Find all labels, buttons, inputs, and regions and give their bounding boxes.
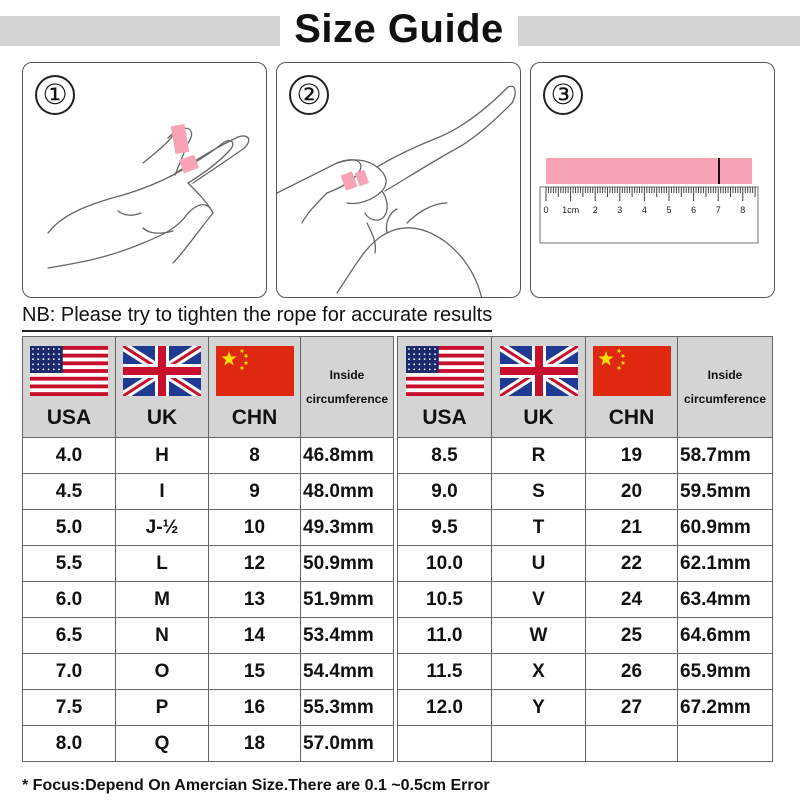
size-row — [398, 690, 773, 726]
step-number-1: ① — [35, 75, 75, 115]
uk-cell: X — [492, 654, 586, 690]
ruler-label: 1cm — [562, 205, 580, 215]
chn-cell: 26 — [586, 654, 678, 690]
circumference-cell: 55.3mm — [301, 690, 394, 726]
circumference-cell: 54.4mm — [301, 654, 394, 690]
chn-cell: 12 — [209, 546, 301, 582]
size-row — [23, 726, 394, 762]
size-row — [398, 546, 773, 582]
chn-cell: 16 — [209, 690, 301, 726]
chn-cell: 9 — [209, 474, 301, 510]
footer-note: * Focus:Depend On Amercian Size.There are 0.1 ~0.5cm Error — [22, 777, 490, 794]
size-row — [398, 726, 773, 762]
uk-header: UK — [116, 399, 209, 438]
step-3-panel — [530, 62, 775, 298]
size-table-right — [397, 336, 773, 762]
usa-cell: 4.0 — [23, 438, 116, 474]
usa-cell: 10.0 — [398, 546, 492, 582]
circumference-cell: 65.9mm — [678, 654, 773, 690]
usa-cell: 11.5 — [398, 654, 492, 690]
circumference-cell — [678, 726, 773, 762]
uk-cell: M — [116, 582, 209, 618]
usa-cell: 9.0 — [398, 474, 492, 510]
us-flag-cell — [398, 337, 492, 400]
step-number-2: ② — [289, 75, 329, 115]
us-flag-cell — [23, 337, 116, 400]
inside-header-line2: circumference — [683, 392, 767, 406]
size-table-left — [22, 336, 394, 762]
size-row — [23, 474, 394, 510]
ruler-label: 2 — [592, 205, 598, 215]
circumference-cell: 58.7mm — [678, 438, 773, 474]
uk-cell: P — [116, 690, 209, 726]
uk-cell: V — [492, 582, 586, 618]
size-row — [398, 654, 773, 690]
circumference-cell: 57.0mm — [301, 726, 394, 762]
usa-cell: 11.0 — [398, 618, 492, 654]
ruler-label: 0 — [543, 205, 549, 215]
ruler-label: 8 — [740, 205, 746, 215]
circumference-cell: 46.8mm — [301, 438, 394, 474]
chn-cell: 21 — [586, 510, 678, 546]
usa-cell: 10.5 — [398, 582, 492, 618]
usa-cell: 4.5 — [23, 474, 116, 510]
chn-cell: 27 — [586, 690, 678, 726]
paper-strip — [546, 158, 752, 184]
circumference-cell: 60.9mm — [678, 510, 773, 546]
usa-cell: 7.0 — [23, 654, 116, 690]
size-row — [23, 438, 394, 474]
uk-flag-cell — [492, 337, 586, 400]
uk-flag-cell — [116, 337, 209, 400]
inside-header — [301, 337, 394, 438]
chn-header: CHN — [209, 399, 301, 438]
circumference-cell: 48.0mm — [301, 474, 394, 510]
size-row — [398, 582, 773, 618]
size-row — [23, 546, 394, 582]
circumference-cell: 63.4mm — [678, 582, 773, 618]
uk-cell: N — [116, 618, 209, 654]
usa-header: USA — [23, 399, 116, 438]
chn-cell — [586, 726, 678, 762]
chn-header: CHN — [586, 399, 678, 438]
size-row — [398, 438, 773, 474]
us-flag-icon — [406, 346, 484, 396]
uk-cell: O — [116, 654, 209, 690]
uk-cell: W — [492, 618, 586, 654]
ruler-label: 4 — [641, 205, 647, 215]
chn-cell: 10 — [209, 510, 301, 546]
uk-flag-icon — [500, 346, 578, 396]
usa-cell: 5.0 — [23, 510, 116, 546]
uk-cell: L — [116, 546, 209, 582]
uk-header: UK — [492, 399, 586, 438]
inside-header — [678, 337, 773, 438]
page-title: Size Guide — [280, 4, 518, 54]
uk-cell: Q — [116, 726, 209, 762]
uk-cell: T — [492, 510, 586, 546]
chn-cell: 25 — [586, 618, 678, 654]
uk-cell: Y — [492, 690, 586, 726]
usa-cell: 6.0 — [23, 582, 116, 618]
chn-cell: 15 — [209, 654, 301, 690]
uk-flag-icon — [123, 346, 201, 396]
uk-cell: H — [116, 438, 209, 474]
circumference-cell: 59.5mm — [678, 474, 773, 510]
chn-cell: 14 — [209, 618, 301, 654]
circumference-cell: 51.9mm — [301, 582, 394, 618]
size-row — [398, 618, 773, 654]
circumference-cell: 62.1mm — [678, 546, 773, 582]
usa-cell: 9.5 — [398, 510, 492, 546]
uk-cell: S — [492, 474, 586, 510]
size-row — [23, 690, 394, 726]
usa-cell: 8.0 — [23, 726, 116, 762]
ruler-label: 3 — [617, 205, 623, 215]
china-flag-icon — [216, 346, 294, 396]
chn-cell: 20 — [586, 474, 678, 510]
usa-cell: 6.5 — [23, 618, 116, 654]
usa-cell: 8.5 — [398, 438, 492, 474]
usa-cell: 7.5 — [23, 690, 116, 726]
step-1-panel — [22, 62, 267, 298]
step-number-3: ③ — [543, 75, 583, 115]
circumference-cell: 49.3mm — [301, 510, 394, 546]
china-flag-cell — [586, 337, 678, 400]
ruler — [540, 187, 758, 243]
usa-cell: 12.0 — [398, 690, 492, 726]
ruler-label: 6 — [691, 205, 697, 215]
size-row — [23, 654, 394, 690]
circumference-cell: 64.6mm — [678, 618, 773, 654]
circumference-cell: 67.2mm — [678, 690, 773, 726]
uk-cell — [492, 726, 586, 762]
us-flag-icon — [30, 346, 108, 396]
chn-cell: 22 — [586, 546, 678, 582]
china-flag-icon — [593, 346, 671, 396]
uk-cell: J-½ — [116, 510, 209, 546]
uk-cell: I — [116, 474, 209, 510]
chn-cell: 13 — [209, 582, 301, 618]
ruler-label: 5 — [666, 205, 672, 215]
chn-cell: 8 — [209, 438, 301, 474]
note-text: NB: Please try to tighten the rope for accurate results — [22, 303, 492, 332]
usa-cell: 5.5 — [23, 546, 116, 582]
china-flag-cell — [209, 337, 301, 400]
chn-cell: 24 — [586, 582, 678, 618]
uk-cell: U — [492, 546, 586, 582]
uk-cell: R — [492, 438, 586, 474]
chn-cell: 18 — [209, 726, 301, 762]
inside-header-line2: circumference — [305, 392, 389, 406]
inside-header-line1: Inside — [707, 368, 743, 382]
inside-header-line1: Inside — [329, 368, 365, 382]
usa-header: USA — [398, 399, 492, 438]
circumference-cell: 53.4mm — [301, 618, 394, 654]
step-2-panel — [276, 62, 521, 298]
size-row — [398, 474, 773, 510]
size-row — [23, 510, 394, 546]
chn-cell: 19 — [586, 438, 678, 474]
circumference-cell: 50.9mm — [301, 546, 394, 582]
size-row — [23, 618, 394, 654]
size-row — [398, 510, 773, 546]
size-row — [23, 582, 394, 618]
usa-cell — [398, 726, 492, 762]
ruler-label: 7 — [715, 205, 721, 215]
